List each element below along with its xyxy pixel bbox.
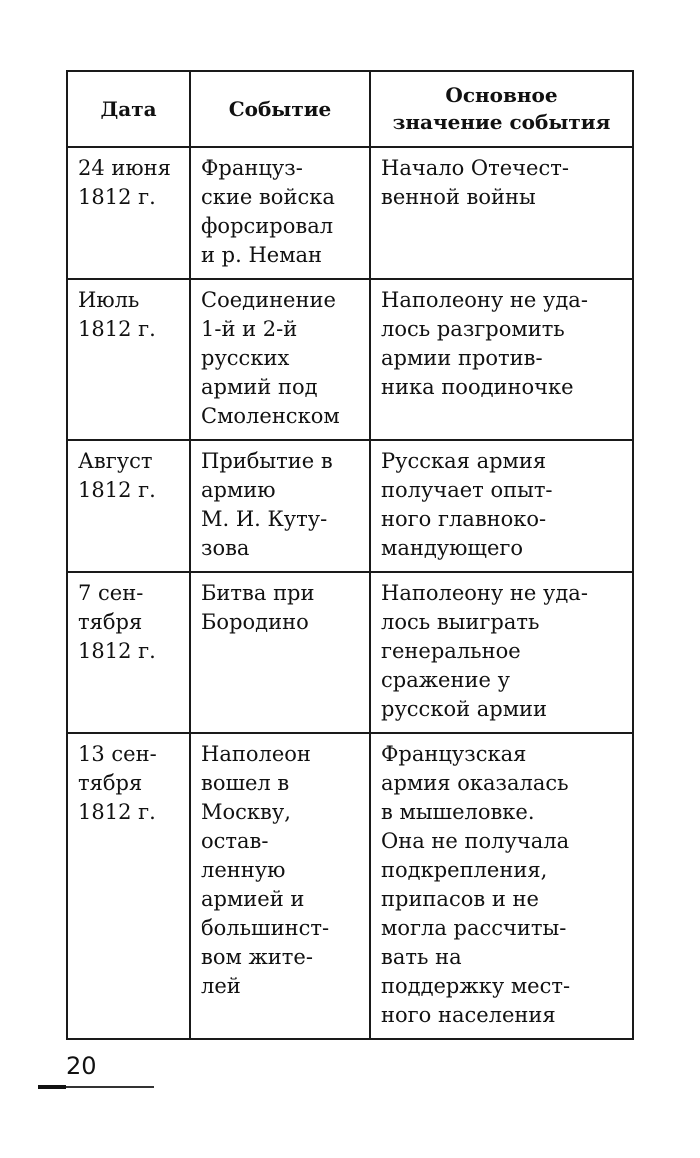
cell-date: 7 сен- тября 1812 г. [67, 572, 190, 733]
cell-event: Француз- ские войска форсировал и р. Неман [190, 147, 370, 279]
cell-significance: Начало Отечест- венной войны [370, 147, 633, 279]
cell-significance: Наполеону не уда- лось разгромить армии против- ника поодиночке [370, 279, 633, 440]
cell-date: Август 1812 г. [67, 440, 190, 572]
table-header-row [67, 71, 633, 147]
cell-date: 24 июня 1812 г. [67, 147, 190, 279]
cell-significance: Французская армия оказалась в мышеловке. Она не получала подкрепления, припасов и не могла рассчиты- вать на поддержку мест- ного населения [370, 733, 633, 1039]
table-row [67, 733, 633, 1039]
footer-rule-accent [38, 1085, 66, 1089]
cell-date: 13 сен- тября 1812 г. [67, 733, 190, 1039]
cell-significance: Наполеону не уда- лось выиграть генеральное сражение у русской армии [370, 572, 633, 733]
events-table-container [66, 70, 632, 1040]
table-row [67, 440, 633, 572]
table-row [67, 279, 633, 440]
header-date: Дата [67, 71, 190, 147]
events-table [66, 70, 634, 1040]
table-row [67, 147, 633, 279]
cell-event: Битва при Бородино [190, 572, 370, 733]
page-number: 20 [66, 1052, 97, 1080]
cell-date: Июль 1812 г. [67, 279, 190, 440]
header-event: Событие [190, 71, 370, 147]
table-row [67, 572, 633, 733]
cell-event: Соединение 1-й и 2-й русских армий под Смоленском [190, 279, 370, 440]
header-significance: Основное значение события [370, 71, 633, 147]
cell-event: Прибытие в армию М. И. Куту- зова [190, 440, 370, 572]
cell-significance: Русская армия получает опыт- ного главноко- мандующего [370, 440, 633, 572]
cell-event: Наполеон вошел в Москву, остав- ленную армией и большинст- вом жите- лей [190, 733, 370, 1039]
